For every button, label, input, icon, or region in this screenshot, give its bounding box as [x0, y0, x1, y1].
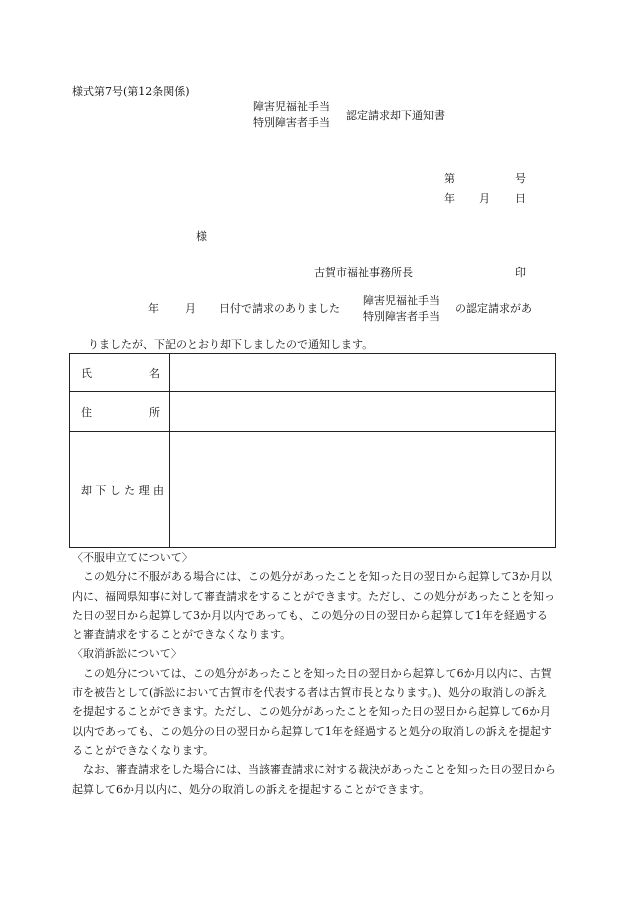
intro-allowance-stack	[363, 293, 440, 325]
address-label	[70, 404, 169, 420]
intro-text-a: 日付で請求のありました	[219, 302, 340, 315]
intro-month-label: 月	[185, 302, 196, 315]
name-label	[70, 365, 169, 381]
name-label-char: 名	[149, 366, 160, 380]
paragraph-lawsuit: この処分については、この処分があったことを知った日の翌日から起算して6か月以内に、古賀市を被告として(訴訟において古賀市を代表する者は古賀市長となります。)、処分の取消しの訴えを提起することができます。ただし、この処分があったことを知った日の翌日から起算して6か月以内であっても、この処分の日の翌日から起算して1年を経過すると処分の取消しの訴えを提起することができなくなります。	[72, 666, 552, 757]
heading-appeal: 〈不服申立てについて〉	[72, 551, 193, 564]
reason-value-cell[interactable]	[170, 432, 556, 548]
table-row-reason	[70, 432, 556, 548]
sender-name: 古賀市福祉事務所長	[314, 266, 413, 279]
addressee-sama: 様	[196, 230, 207, 243]
form-number: 様式第7号(第12条関係)	[72, 85, 190, 98]
paragraph-appeal: この処分に不服がある場合には、この処分があったことを知った日の翌日から起算して3か月以内に、福岡県知事に対して審査請求をすることができます。ただし、この処分があったことを知った日の翌日から起算して3か月以内であっても、この処分の日の翌日から起算して1年を経過すると審査請求をすることができなくなります。	[72, 570, 556, 642]
name-value-cell[interactable]	[170, 354, 556, 392]
intro-text-b: の認定請求があ	[455, 302, 532, 315]
table-row-address	[70, 392, 556, 432]
table-row-name	[70, 354, 556, 392]
allowance-type-stack	[253, 99, 330, 131]
paragraph-note: なお、審査請求をした場合には、当該審査請求に対する裁決があったことを知った日の翌日から起算して6か月以内に、処分の取消しの訴えを提起することができます。	[72, 763, 556, 796]
reason-label-char: た	[124, 483, 136, 497]
date-day-label: 日	[515, 192, 526, 205]
intro-allowance-line-1: 障害児福祉手当	[363, 294, 440, 307]
number-go: 号	[515, 172, 526, 185]
reason-label-cell	[70, 432, 170, 548]
address-value-cell[interactable]	[170, 392, 556, 432]
name-label-char: 氏	[81, 366, 92, 380]
reason-label-char: 下	[95, 483, 107, 497]
address-label-cell	[70, 392, 170, 432]
intro-line-2: りましたが、下記のとおり却下しましたので通知します。	[88, 338, 374, 351]
document-title: 認定請求却下通知書	[346, 109, 445, 122]
allowance-line-2: 特別障害者手当	[253, 116, 330, 129]
name-label-cell	[70, 354, 170, 392]
address-label-char: 住	[81, 405, 92, 419]
reason-label-char: し	[109, 483, 121, 497]
number-dai: 第	[444, 172, 455, 185]
intro-allowance-line-2: 特別障害者手当	[363, 310, 440, 323]
heading-lawsuit: 〈取消訴訟について〉	[72, 647, 182, 661]
intro-year-label: 年	[148, 302, 159, 315]
date-month-label: 月	[479, 192, 490, 205]
reason-label-char: 由	[152, 483, 164, 497]
seal-mark: 印	[515, 266, 526, 279]
allowance-line-1: 障害児福祉手当	[253, 100, 330, 113]
date-year-label: 年	[444, 192, 455, 205]
address-label-char: 所	[149, 405, 160, 419]
reason-label-char: 理	[138, 483, 150, 497]
notice-section	[72, 548, 558, 799]
reason-label-char: 却	[81, 483, 92, 497]
reason-label	[70, 482, 169, 498]
rejection-details-table	[69, 353, 556, 548]
